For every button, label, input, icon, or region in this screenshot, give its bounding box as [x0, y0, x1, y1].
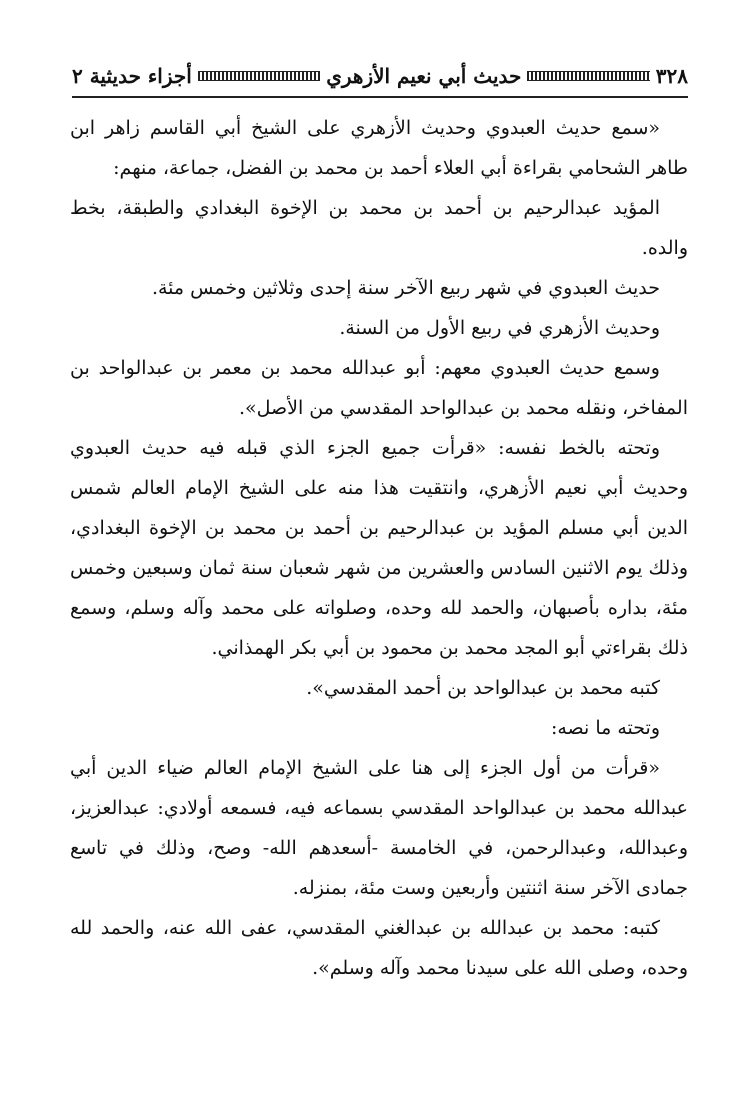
header-rule: [198, 71, 320, 81]
running-header: [72, 56, 688, 98]
header-rule: [527, 71, 649, 81]
paragraph: «قرأت من أول الجزء إلى هنا على الشيخ الإمام العالم ضياء الدين أبي عبدالله محمد بن عبدالواحد المقدسي بسماعه فيه، فسمعه أولادي: عبدالعزيز، وعبدالله، وعبدالرحمن، في الخامسة -أسعدهم الله- وصح، وذلك في تاسع جمادى الآخر سنة اثنتين وأربعين وست مئة، بمنزله.: [70, 757, 688, 899]
main-text: [70, 108, 688, 988]
paragraph: المؤيد عبدالرحيم بن أحمد بن محمد بن الإخوة البغدادي والطبقة، بخط والده.: [70, 197, 688, 259]
paragraph: كتبه محمد بن عبدالواحد بن أحمد المقدسي».: [306, 677, 660, 699]
paragraph: وتحته ما نصه:: [550, 717, 660, 739]
book-title: حديث أبي نعيم الأزهري: [326, 64, 522, 88]
paragraph: وسمع حديث العبدوي معهم: أبو عبدالله محمد بن معمر بن عبدالواحد بن المفاخر، ونقله محمد بن عبدالواحد المقدسي من الأصل».: [70, 357, 688, 419]
paragraph: وحديث الأزهري في ربيع الأول من السنة.: [339, 317, 660, 339]
series-title: أجزاء حديثية ٢: [72, 64, 192, 88]
paragraph: كتبه: محمد بن عبدالله بن عبدالغني المقدسي، عفى الله عنه، والحمد لله وحده، وصلى الله على سيدنا محمد وآله وسلم».: [70, 917, 688, 979]
paragraph: «سمع حديث العبدوي وحديث الأزهري على الشيخ أبي القاسم زاهر ابن طاهر الشحامي بقراءة أبي العلاء أحمد بن محمد بن الفضل، جماعة، منهم:: [70, 117, 688, 179]
page-number: ٣٢٨: [655, 64, 688, 88]
paragraph: حديث العبدوي في شهر ربيع الآخر سنة إحدى وثلاثين وخمس مئة.: [151, 277, 660, 299]
paragraph: وتحته بالخط نفسه: «قرأت جميع الجزء الذي قبله فيه حديث العبدوي وحديث أبي نعيم الأزهري، وانتقيت هذا منه على الشيخ الإمام العالم شمس الدين أبي مسلم المؤيد بن عبدالرحيم بن أحمد بن محمد بن الإخوة البغدادي، وذلك يوم الاثنين السادس والعشرين من شهر شعبان سنة ثمان وسبعين وخمس مئة، بداره بأصبهان، والحمد لله وحده، وصلواته على محمد وآله وسلم، وسمع ذلك بقراءتي أبو المجد محمد بن محمود بن أبي بكر الهمذاني.: [70, 437, 688, 659]
